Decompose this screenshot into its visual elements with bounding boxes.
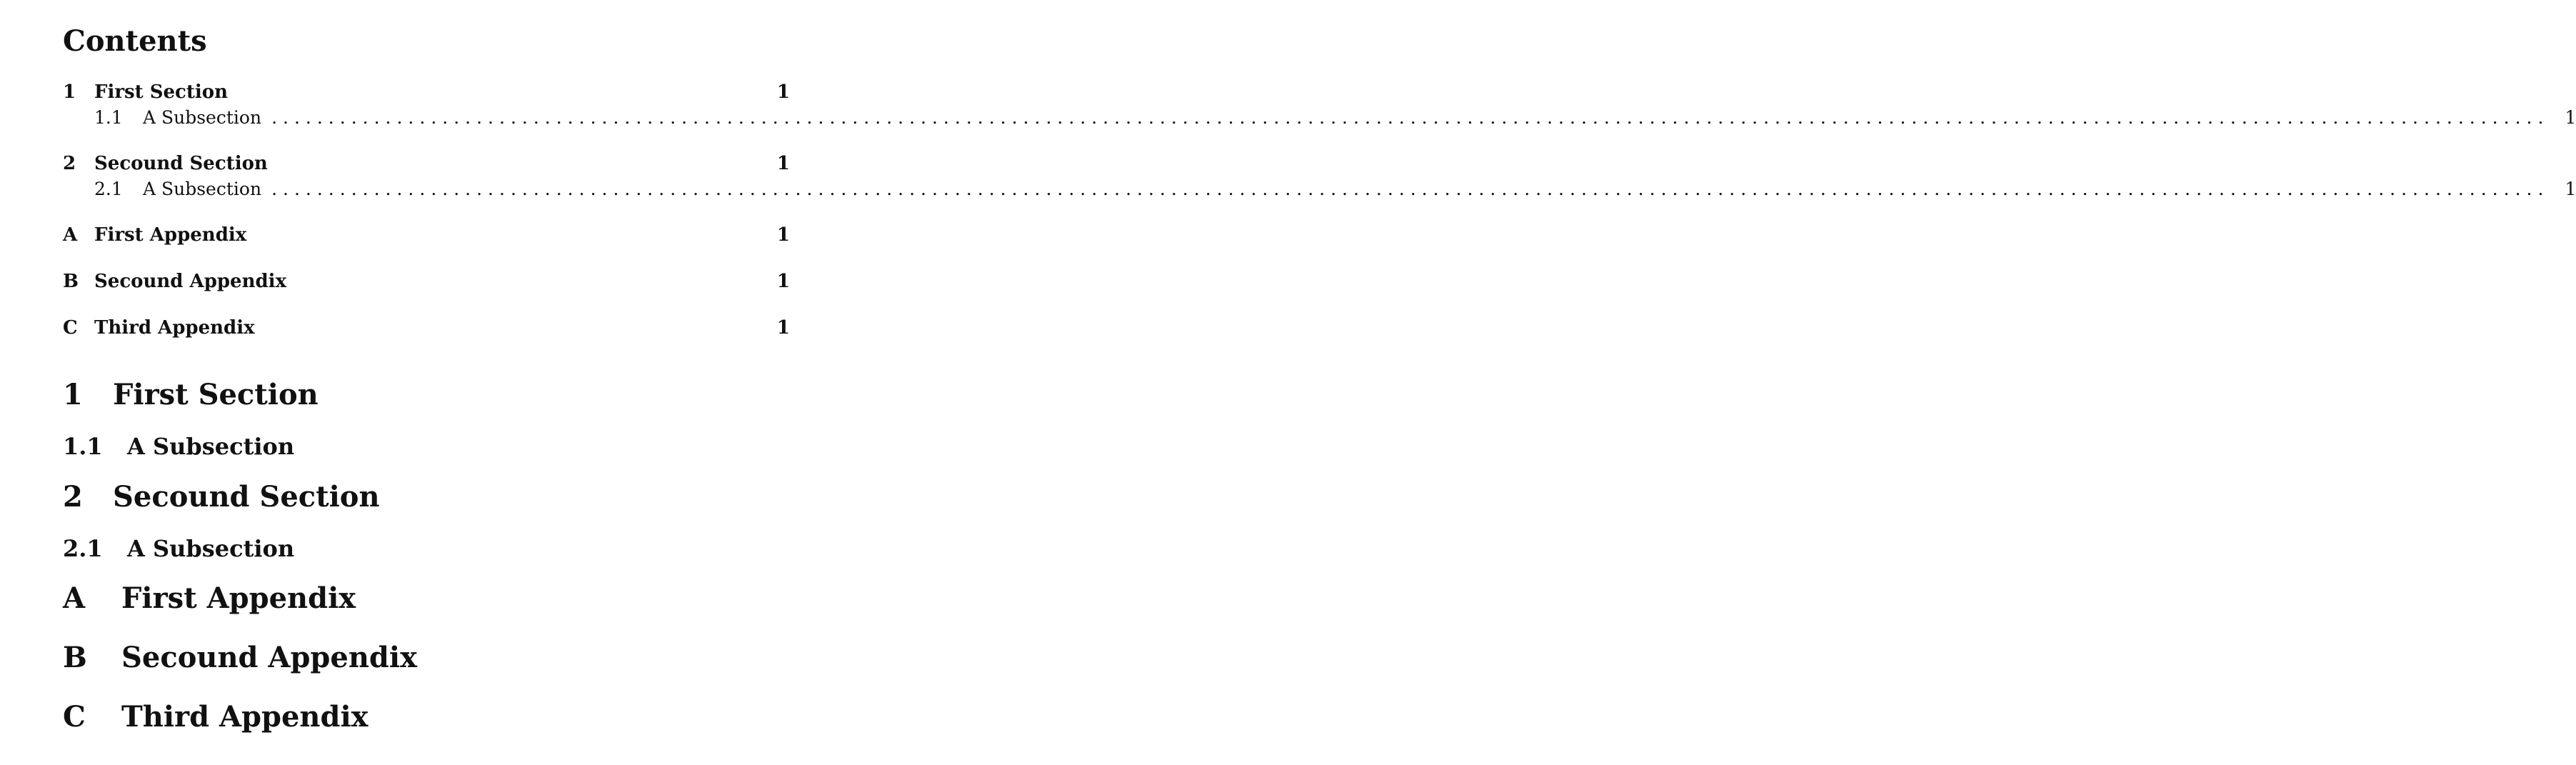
section-heading xyxy=(63,478,380,515)
toc-entry-title: First Appendix xyxy=(94,224,247,246)
heading-title: A Subsection xyxy=(127,433,295,460)
toc-entry-appendix[interactable] xyxy=(63,316,790,339)
subsection-heading xyxy=(63,431,294,462)
section-heading xyxy=(63,376,319,413)
toc-entry-number: 2.1 xyxy=(94,178,123,199)
toc-entry-number: A xyxy=(63,224,78,246)
toc-entry-appendix[interactable] xyxy=(63,270,790,293)
heading-title: First Section xyxy=(113,377,319,411)
toc-entry-number: 1 xyxy=(63,81,76,103)
toc-entry-number: 2 xyxy=(63,153,76,174)
toc-entry-title: Third Appendix xyxy=(94,317,255,339)
heading-number: 2 xyxy=(63,479,83,514)
subsection-heading xyxy=(63,533,294,564)
heading-title: A Subsection xyxy=(127,535,295,562)
toc-entry-title: Secound Appendix xyxy=(94,271,287,292)
toc-entry-subsection[interactable] xyxy=(63,106,2576,129)
heading-number: A xyxy=(63,581,86,615)
toc-entry-subsection[interactable] xyxy=(63,177,2576,200)
toc-entry-page: 1 xyxy=(776,153,790,174)
toc-dot-leader: ........................................................................................................................................................................................................ xyxy=(271,106,2550,128)
toc-entry-number: 1.1 xyxy=(94,106,123,128)
toc-dot-leader: ........................................................................................................................................................................................................ xyxy=(271,178,2550,199)
heading-title: Third Appendix xyxy=(121,699,369,734)
heading-number: 1.1 xyxy=(63,433,103,460)
toc-entry-title: A Subsection xyxy=(143,178,262,199)
toc-entry-page: 1 xyxy=(2565,106,2576,128)
appendix-heading xyxy=(63,579,356,616)
heading-title: Secound Appendix xyxy=(121,640,417,674)
toc-entry-appendix[interactable] xyxy=(63,224,790,246)
toc-entry-title: First Section xyxy=(94,81,229,103)
toc-entry-title: A Subsection xyxy=(143,106,262,128)
heading-number: B xyxy=(63,640,87,674)
heading-number: 1 xyxy=(63,377,83,411)
toc-entry-number: B xyxy=(63,271,79,292)
toc-entry-page: 1 xyxy=(776,224,790,246)
heading-number: C xyxy=(63,699,86,734)
heading-number: 2.1 xyxy=(63,535,103,562)
appendix-heading xyxy=(63,639,417,676)
toc-entry-title: Secound Section xyxy=(94,153,268,174)
heading-title: Secound Section xyxy=(113,479,380,514)
toc-entry-number: C xyxy=(63,317,78,339)
toc-entry-page: 1 xyxy=(776,271,790,292)
appendix-heading xyxy=(63,698,369,735)
toc-entry-section[interactable] xyxy=(63,81,790,104)
toc-entry-page: 1 xyxy=(2565,178,2576,199)
heading-title: First Appendix xyxy=(121,581,356,615)
toc-entry-section[interactable] xyxy=(63,152,790,175)
toc-entry-page: 1 xyxy=(776,317,790,339)
toc-heading: Contents xyxy=(63,24,207,58)
toc-entry-page: 1 xyxy=(776,81,790,103)
